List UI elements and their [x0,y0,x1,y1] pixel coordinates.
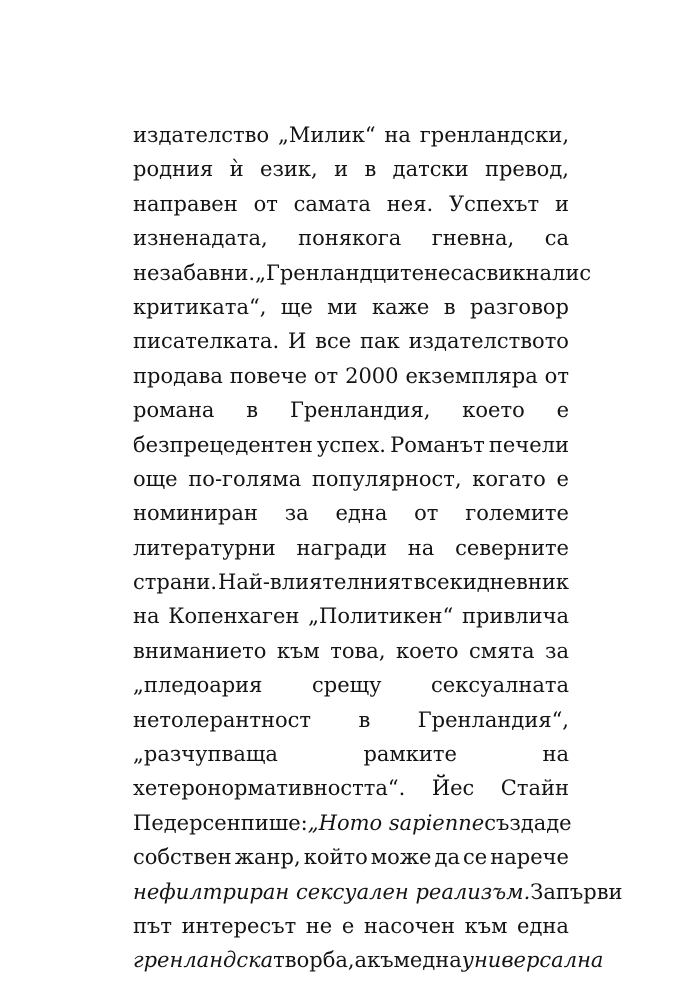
text-line: хетеронормативността“. Йес Стайн [133,776,569,801]
text-line: страни. Най-влиятелният всекидневник [133,570,569,595]
text-line: „разчупваща рамките на [133,742,569,767]
text-line: продава повече от 2000 екземпляра от [133,363,569,388]
text-line: Педерсен пише: „Homo sapienne създаде [133,810,572,835]
text-line: на Копенхаген „Политикен“ привлича [133,604,569,629]
text-line: изненадата, понякога гневна, са [133,226,569,251]
text-line: номиниран за една от големите [133,501,569,526]
text-line: „пледоария срещу сексуалната [133,673,569,698]
text-line: издателство „Милик“ на гренландски, [133,123,569,147]
text-line: нефилтриран сексуален реализъм. За първи [133,879,623,904]
text-line: родния ѝ език, и в датски превод, [133,157,569,182]
text-line: писателката. И все пак издателството [133,329,569,354]
text-line: незабавни. „Гренландците не са свикнали с [133,260,592,285]
text-line: гренландска творба, а към една универсална [133,948,604,973]
text-line: път интересът не е насочен към една [133,913,569,938]
text-line: литературни награди на северните [133,535,569,560]
text-line: критиката“, ще ми каже в разговор [133,294,569,319]
text-line: вниманието към това, което смята за [133,638,569,663]
text-line: направен от самата нея. Успехът и [133,191,569,216]
text-line: нетолерантност в Гренландия“, [133,707,569,732]
text-line: още по-голяма популярност, когато е [133,466,569,491]
text-line: романа в Гренландия, което е [133,398,569,423]
text-line: собствен жанр, който може да се нарече [133,845,569,870]
text-line: безпрецедентен успех. Романът печели [133,432,569,457]
body-text [133,118,623,978]
